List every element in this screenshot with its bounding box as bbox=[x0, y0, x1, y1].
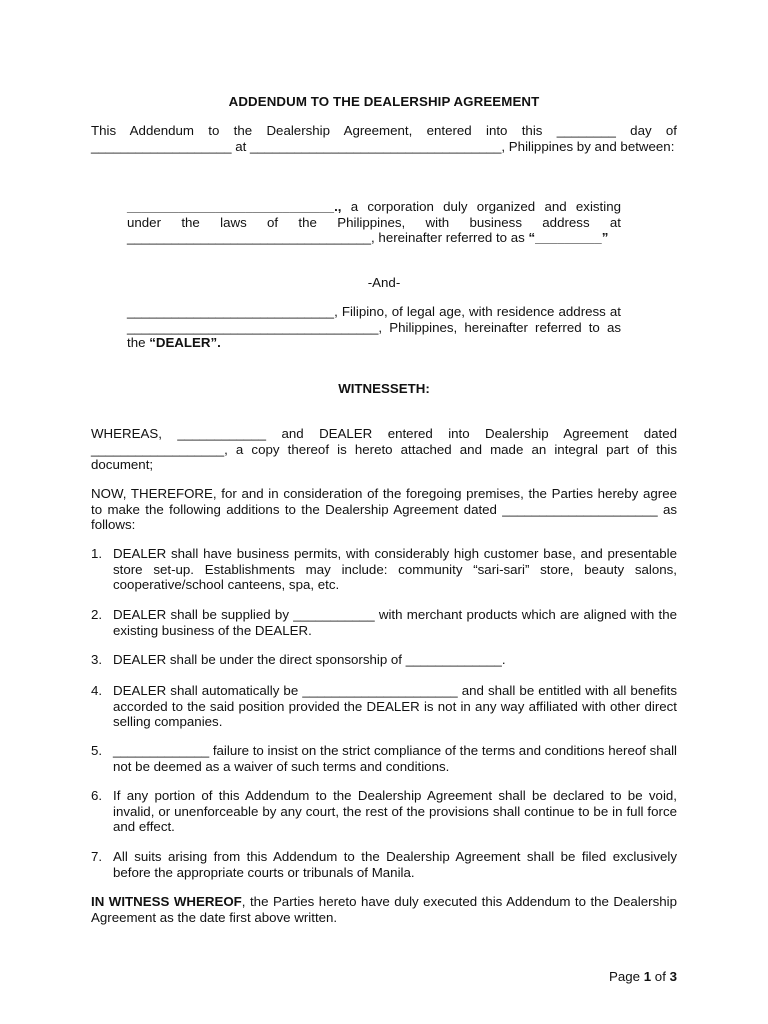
whereas-paragraph: WHEREAS, ____________ and DEALER entered into Dealership Agreement dated __________________, a copy thereof is hereto attached and made an integral part of this document; bbox=[91, 426, 677, 472]
list-item-number: 6. bbox=[91, 788, 103, 803]
list-item-number: 2. bbox=[91, 607, 103, 622]
witness-whereof-text: , the Parties hereto have duly executed this Addendum to the Dealership Agreement as the date first above written. bbox=[91, 894, 677, 925]
list-item-number: 3. bbox=[91, 652, 103, 667]
list-item bbox=[91, 607, 677, 638]
list-item-number: 4. bbox=[91, 683, 103, 698]
witness-whereof-heading: IN WITNESS WHEREOF bbox=[91, 894, 242, 909]
page-label: Page bbox=[608, 969, 644, 984]
list-item bbox=[91, 788, 677, 835]
list-item bbox=[91, 849, 677, 880]
party2-description: ____________________________, Filipino, of legal age, with residence address at __________________________________, Philippines, hereinafter referred to as the bbox=[127, 304, 621, 350]
list-item-number: 5. bbox=[91, 743, 103, 758]
list-item bbox=[91, 683, 677, 730]
witness-whereof-paragraph bbox=[91, 894, 677, 925]
page-number bbox=[520, 969, 677, 984]
list-item-number: 1. bbox=[91, 546, 103, 561]
intro-paragraph: This Addendum to the Dealership Agreement, entered into this ________ day of ___________________ at __________________________________, Philippines by and between: bbox=[91, 123, 677, 154]
list-item-text: All suits arising from this Addendum to the Dealership Agreement shall be filed exclusively before the appropriate courts or tribunals of Manila. bbox=[113, 849, 677, 880]
document-title: ADDENDUM TO THE DEALERSHIP AGREEMENT bbox=[228, 94, 540, 109]
page-of: of bbox=[651, 969, 670, 984]
party2-paragraph bbox=[127, 304, 621, 351]
now-therefore-paragraph: NOW, THEREFORE, for and in consideration of the foregoing premises, the Parties hereby agree to make the following additions to the Dealership Agreement dated _____________________ as follows: bbox=[91, 486, 677, 532]
list-item-text: If any portion of this Addendum to the Dealership Agreement shall be declared to be void, invalid, or unenforceable by any court, the rest of the provisions shall continue to be in full force and effect. bbox=[113, 788, 677, 834]
list-item-text: DEALER shall have business permits, with considerably high customer base, and presentable store set-up. Establishments may include: community “sari-sari” store, beauty salons, cooperative/school canteens, spa, etc. bbox=[113, 546, 677, 592]
witnesseth-heading: WITNESSETH: bbox=[338, 381, 430, 396]
page-current: 1 bbox=[643, 969, 652, 984]
page-total: 3 bbox=[669, 969, 677, 984]
list-item-text: _____________ failure to insist on the strict compliance of the terms and conditions hereof shall not be deemed as a waiver of such terms and conditions. bbox=[113, 743, 677, 774]
party2-alias: “DEALER”. bbox=[149, 335, 221, 350]
party1-alias: “_________” bbox=[528, 230, 609, 245]
list-item bbox=[91, 743, 677, 774]
list-item-number: 7. bbox=[91, 849, 103, 864]
party1-description: a corporation duly organized and existing under the laws of the Philippines, with business address at _________________________________, hereinafter referred to as bbox=[127, 199, 621, 245]
list-item bbox=[91, 652, 677, 668]
party1-name: ____________________________., bbox=[127, 199, 342, 214]
list-item-text: DEALER shall automatically be _____________________ and shall be entitled with all benefits accorded to the said position provided the DEALER is not in any way affiliated with other direct selling companies. bbox=[113, 683, 677, 729]
list-item-text: DEALER shall be supplied by ___________ with merchant products which are aligned with the existing business of the DEALER. bbox=[113, 607, 677, 638]
list-item bbox=[91, 546, 677, 593]
and-separator: -And- bbox=[367, 275, 401, 290]
list-item-text: DEALER shall be under the direct sponsorship of _____________. bbox=[113, 652, 506, 667]
party1-paragraph bbox=[127, 199, 621, 246]
